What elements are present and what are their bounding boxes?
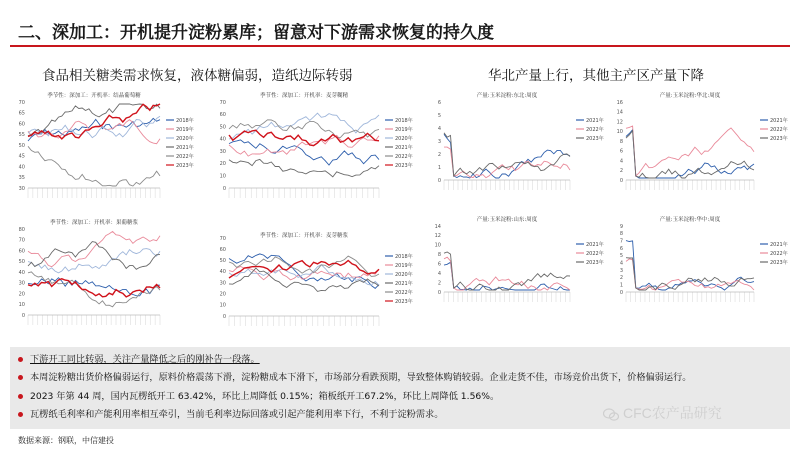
legend-label: 2023年 [770, 136, 788, 142]
y-tick-label: 40 [18, 269, 25, 276]
y-tick-label: 20 [18, 291, 25, 298]
y-tick-label: 10 [434, 242, 441, 249]
series-line [28, 146, 160, 186]
section-title-left: 食品相关糖类需求恢复，液体糖偏弱，造纸边际转弱 [42, 68, 353, 84]
y-tick-label: 16 [616, 99, 623, 106]
chart-svg [430, 88, 605, 203]
y-tick-label: 0 [222, 185, 226, 192]
y-tick-label: 40 [219, 136, 226, 143]
y-tick-label: 5 [437, 112, 441, 119]
y-tick-label: 40 [219, 269, 226, 276]
bullet-item [18, 351, 260, 365]
legend-label: 2020年 [176, 136, 194, 142]
y-tick-label: 30 [219, 148, 226, 155]
chart-starch-northeast [430, 88, 605, 203]
legend-label: 2021年 [586, 118, 604, 124]
bullet-text: 下游开工同比转弱，关注产量降低之后的刚补告一段落。 [30, 354, 260, 365]
legend-label: 2022年 [395, 290, 413, 296]
y-tick-label: 9 [619, 223, 623, 230]
chart-starch-shandong [430, 212, 605, 312]
y-tick-label: 50 [219, 124, 226, 131]
wechat-icon [603, 408, 619, 421]
legend-label: 2022年 [176, 154, 194, 160]
chart-svg [612, 212, 790, 312]
watermark-text: CFC农产品研究 [623, 405, 722, 421]
y-tick-label: 1 [437, 164, 441, 171]
bullet-item [18, 388, 499, 402]
y-tick-label: 40 [18, 164, 25, 171]
y-tick-label: 80 [18, 226, 25, 233]
chart-title: 产量:玉米淀粉:华北:周度 [659, 93, 721, 99]
legend-label: 2020年 [395, 272, 413, 278]
chart-title: 产量:玉米淀粉:东北:周度 [476, 93, 538, 99]
legend-label: 2021年 [176, 145, 194, 151]
series-line [229, 265, 379, 286]
y-tick-label: 20 [219, 161, 226, 168]
chart-svg [430, 212, 605, 312]
bullet-dot-icon [18, 412, 23, 417]
y-tick-label: 12 [434, 233, 441, 240]
y-tick-label: 10 [219, 173, 226, 180]
chart-title: 季节性：深加工：开机率：麦芽糖浆 [259, 233, 349, 239]
y-tick-label: 2 [437, 280, 441, 287]
legend-label: 2023年 [586, 136, 604, 142]
y-tick-label: 70 [219, 99, 226, 106]
legend-label: 2022年 [586, 127, 604, 133]
legend-label: 2022年 [770, 251, 788, 257]
page-title: 二、深加工：开机提升淀粉累库；留意对下游需求恢复的持久度 [18, 23, 494, 43]
y-tick-label: 4 [437, 270, 441, 277]
chart-title: 产量:玉米淀粉:山东:周度 [476, 217, 538, 223]
y-tick-label: 2 [619, 275, 623, 282]
series-line [28, 249, 160, 273]
chart-crystalline-glucose [10, 88, 196, 213]
legend-label: 2021年 [395, 281, 413, 287]
y-tick-label: 2 [437, 151, 441, 158]
legend-label: 2023年 [586, 260, 604, 266]
series-line [28, 279, 160, 297]
y-tick-label: 2 [619, 168, 623, 175]
y-tick-label: 30 [18, 280, 25, 287]
chart-svg [10, 88, 196, 213]
legend-label: 2019年 [395, 263, 413, 269]
legend-label: 2022年 [395, 154, 413, 160]
y-tick-label: 0 [437, 289, 441, 296]
chart-maltodextrin [207, 88, 415, 213]
y-tick-label: 4 [437, 125, 441, 132]
chart-svg [612, 88, 790, 203]
y-tick-label: 6 [437, 261, 441, 268]
y-tick-label: 10 [219, 302, 226, 309]
chart-title: 季节性：深加工：开机率：果葡糖浆 [49, 220, 139, 226]
y-tick-label: 30 [18, 185, 25, 192]
chart-svg [207, 228, 415, 340]
y-tick-label: 0 [619, 177, 623, 184]
y-tick-label: 0 [619, 289, 623, 296]
series-line [626, 241, 754, 290]
y-tick-label: 60 [219, 246, 226, 253]
y-tick-label: 60 [18, 248, 25, 255]
legend-label: 2023年 [395, 299, 413, 305]
chart-hfcs [10, 215, 196, 340]
y-tick-label: 0 [222, 313, 226, 320]
bullet-dot-icon [18, 375, 23, 380]
y-tick-label: 50 [219, 258, 226, 265]
y-tick-label: 12 [616, 119, 623, 126]
y-tick-label: 60 [18, 121, 25, 128]
title-divider [10, 45, 790, 47]
legend-label: 2023年 [176, 163, 194, 169]
y-tick-label: 55 [18, 132, 25, 139]
y-tick-label: 10 [616, 129, 623, 136]
y-tick-label: 20 [219, 291, 226, 298]
y-tick-label: 70 [18, 237, 25, 244]
y-tick-label: 6 [437, 99, 441, 106]
bullet-item [18, 406, 443, 420]
y-tick-label: 3 [437, 138, 441, 145]
legend-label: 2022年 [770, 127, 788, 133]
series-line [28, 232, 160, 267]
y-tick-label: 0 [21, 312, 25, 319]
y-tick-label: 10 [18, 302, 25, 309]
chart-maltose-syrup [207, 228, 415, 340]
y-tick-label: 0 [437, 177, 441, 184]
chart-starch-central-china [612, 212, 790, 312]
series-line [229, 159, 379, 177]
y-tick-label: 5 [619, 253, 623, 260]
y-tick-label: 65 [18, 110, 25, 117]
legend-label: 2019年 [176, 127, 194, 133]
bullet-text: 本周淀粉糖出货价格偏弱运行，原料价格震荡下滑，淀粉糖成本下滑下，市场部分看跌预期，导致整体购销较弱。企业走货不佳，市场竞价出货下，价格偏弱运行。 [30, 372, 692, 383]
legend-label: 2023年 [770, 260, 788, 266]
bullet-text: 瓦楞纸毛利率和产能利用率相互牵引，当前毛利率边际回落或引起产能利用率下行，不利于淀粉需求。 [30, 409, 444, 420]
series-line [229, 254, 379, 289]
y-tick-label: 14 [616, 109, 623, 116]
series-line [444, 133, 570, 176]
y-tick-label: 50 [18, 142, 25, 149]
y-tick-label: 4 [619, 158, 623, 165]
y-tick-label: 60 [219, 112, 226, 119]
legend-label: 2018年 [395, 254, 413, 260]
legend-label: 2021年 [586, 242, 604, 248]
y-tick-label: 4 [619, 260, 623, 267]
chart-title: 季节性：深加工：开机率：麦芽糊精 [259, 93, 349, 99]
legend-label: 2019年 [395, 127, 413, 133]
y-tick-label: 8 [437, 252, 441, 259]
y-tick-label: 35 [18, 175, 25, 182]
series-line [229, 120, 379, 138]
legend-label: 2021年 [395, 145, 413, 151]
y-tick-label: 50 [18, 259, 25, 266]
series-line [626, 126, 754, 176]
y-tick-label: 6 [619, 245, 623, 252]
y-tick-label: 30 [219, 280, 226, 287]
bullet-dot-icon [18, 357, 23, 362]
bullet-dot-icon [18, 394, 23, 399]
legend-label: 2018年 [395, 118, 413, 124]
chart-svg [10, 215, 196, 340]
legend-label: 2023年 [395, 163, 413, 169]
chart-title: 产量:玉米淀粉:华中:周度 [659, 217, 721, 223]
y-tick-label: 14 [434, 223, 441, 230]
y-tick-label: 70 [18, 99, 25, 106]
legend-label: 2018年 [176, 118, 194, 124]
legend-label: 2021年 [770, 118, 788, 124]
legend-label: 2021年 [770, 242, 788, 248]
series-line [444, 252, 570, 290]
legend-label: 2022年 [586, 251, 604, 257]
y-tick-label: 7 [619, 238, 623, 245]
series-line [626, 258, 754, 290]
chart-starch-north-china [612, 88, 790, 203]
data-source: 数据来源：钢联，中信建投 [18, 436, 114, 445]
y-tick-label: 8 [619, 231, 623, 238]
section-title-right: 华北产量上行，其他主产区产量下降 [488, 68, 704, 84]
y-tick-label: 8 [619, 138, 623, 145]
chart-svg [207, 88, 415, 213]
bullet-text: 2023 年第 44 周，国内瓦楞纸开工 63.42%，环比上周降低 0.15%；箱板纸开工67.2%，环比上周降低 1.56%。 [30, 391, 500, 402]
y-tick-label: 70 [219, 235, 226, 242]
watermark [603, 403, 722, 423]
y-tick-label: 45 [18, 153, 25, 160]
y-tick-label: 1 [619, 282, 623, 289]
bullet-item [18, 369, 692, 383]
series-line [28, 118, 160, 141]
y-tick-label: 3 [619, 267, 623, 274]
series-line [28, 272, 160, 307]
y-tick-label: 6 [619, 148, 623, 155]
legend-label: 2020年 [395, 136, 413, 142]
chart-title: 季节性：深加工：开机率：结晶葡萄糖 [47, 93, 141, 99]
